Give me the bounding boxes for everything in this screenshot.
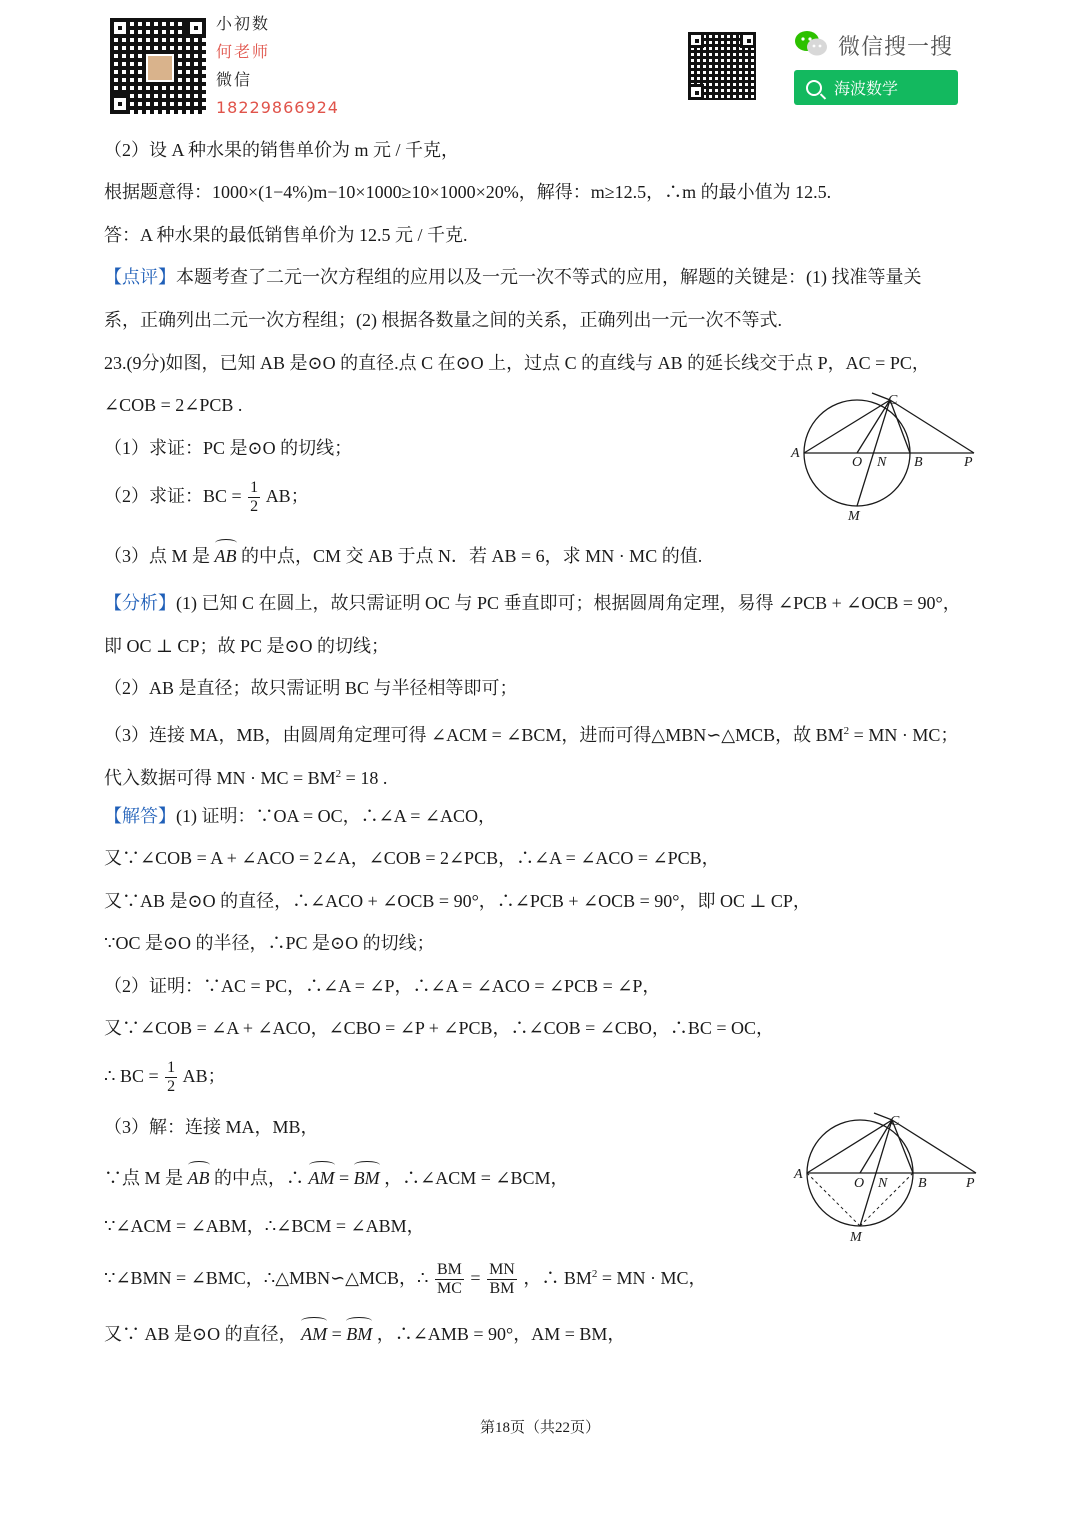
segment-ac [807,1120,892,1173]
text-span: ∴ BC = [104,1066,159,1086]
fraction-half [165,1059,177,1096]
label-a: A [791,446,800,461]
handwritten-phone: 18229866924 [216,98,339,117]
label-o: O [854,1176,865,1191]
segment-cp [892,1120,976,1173]
text-line [104,762,387,790]
fraction-bm-mc [435,1261,464,1298]
text-span: （3）点 M 是 [104,546,211,566]
text-span: = MN · MC； [853,725,959,745]
fraction-denominator: 2 [167,1078,176,1096]
text-line [104,474,309,518]
segment-oc [857,400,890,453]
text-span: 又∵ AB 是⊙O 的直径， [104,1324,297,1344]
superscript: 2 [591,1268,598,1280]
handwritten-course: 小初数 [216,14,271,33]
comment-tag: 【点评】 [104,267,176,287]
text-line [104,1166,569,1190]
solution-line [104,804,496,828]
text-span: ，∴ BM [523,1268,592,1288]
analysis-line [104,591,961,615]
wechat-logo-icon [794,30,828,58]
arc-label: BM [346,1324,373,1344]
arc-label: AB [214,546,237,566]
text-span: （3）连接 MA，MB，由圆周角定理可得 ∠ACM = ∠BCM，进而可得△MBN∽△MCB，故 BM [104,725,844,745]
arc-label: AM [301,1324,328,1344]
text-line [104,1322,625,1346]
superscript: 2 [335,768,342,780]
handwritten-teacher: 何老师 [216,42,271,61]
text-line: （2）AB 是直径；故只需证明 BC 与半径相等即可； [104,678,518,698]
text-span: 代入数据可得 MN · MC = BM [104,768,336,788]
label-o: O [852,455,863,470]
text-line: 又∵∠COB = A + ∠ACO = 2∠A，∠COB = 2∠PCB，∴∠A = ∠ACO = ∠PCB， [104,848,720,868]
text-line: 答：A 种水果的最低销售单价为 12.5 元 / 千克. [104,225,468,245]
segment-ac [804,400,890,453]
fraction-mn-bm [487,1261,517,1298]
text-line [104,1252,707,1300]
fraction-numerator: BM [437,1261,462,1279]
fraction-denominator: BM [489,1280,515,1298]
text-line: ∵∠ACM = ∠ABM，∴∠BCM = ∠ABM， [104,1216,425,1236]
superscript: 2 [843,725,850,737]
label-n: N [878,1176,888,1191]
text-span: = [331,1324,342,1344]
avatar-photo [146,54,174,82]
text-line: 又∵∠COB = ∠A + ∠ACO，∠CBO = ∠P + ∠PCB，∴∠COB = ∠CBO，∴BC = OC， [104,1018,774,1038]
text-line: 系，正确列出二元一次方程组；(2) 根据各数量之间的关系，正确列出一元一次不等式. [104,310,782,330]
label-n: N [877,455,887,470]
fraction-numerator: MN [489,1261,515,1279]
analysis-tag: 【分析】 [104,593,176,613]
wechat-search-bar[interactable] [794,70,958,105]
fraction-denominator: MC [437,1280,462,1298]
label-b: B [918,1176,927,1191]
label-c: C [890,1114,900,1129]
fraction-numerator: 1 [250,479,259,497]
comment-line [104,265,921,289]
comment-text: 本题考查了二元一次方程组的应用以及一元一次不等式的应用，解题的关键是：(1) 找准等量关 [176,267,922,287]
geometry-figure-problem [786,388,986,526]
arc-label: AM [308,1168,335,1188]
fraction-denominator: 2 [250,498,259,516]
wechat-search-title: 微信搜一搜 [838,35,954,60]
problem-statement: 23.(9分)如图，已知 AB 是⊙O 的直径.点 C 在⊙O 上，过点 C 的直线与 AB 的延长线交于点 P，AC = PC， [104,353,930,373]
label-p: P [964,455,973,470]
segment-oc [860,1120,892,1173]
arc-label: AB [187,1168,210,1188]
text-span: 的中点，∴ [214,1168,305,1188]
text-span: = [470,1268,481,1288]
text-line: （2）证明：∵AC = PC，∴∠A = ∠P，∴∠A = ∠ACO = ∠PCB = ∠P， [104,976,661,996]
label-c: C [888,393,898,408]
segment-ma [807,1173,860,1226]
text-line: （2）设 A 种水果的销售单价为 m 元 / 千克， [104,140,460,160]
text-line: ∠COB = 2∠PCB . [104,395,243,415]
text-span: （2）求证：BC = [104,486,242,506]
text-span: ，∴∠AMB = 90°，AM = BM， [376,1324,626,1344]
text-span: AB； [265,486,309,506]
text-line: （3）解：连接 MA，MB， [104,1117,319,1137]
text-line [104,719,958,747]
wechat-qr-code [688,32,756,100]
geometry-figure-solution [786,1110,986,1248]
text-line: 根据题意得：1000×(1−4%)m−10×1000≥10×1000×20%，解得：m≥12.5，∴m 的最小值为 12.5. [104,182,832,202]
solution-text: (1) 证明：∵OA = OC，∴∠A = ∠ACO， [176,806,496,826]
text-span: ∵∠BMN = ∠BMC，∴△MBN∽△MCB，∴ [104,1268,429,1288]
text-line [104,1054,226,1098]
text-line: 又∵AB 是⊙O 的直径，∴∠ACO + ∠OCB = 90°，∴∠PCB + ∠OCB = 90°，即 OC ⊥ CP， [104,891,811,911]
label-a: A [794,1167,803,1182]
text-line: ∵OC 是⊙O 的半径，∴PC 是⊙O 的切线； [104,933,435,953]
text-span: 的中点，CM 交 AB 于点 N．若 AB = 6，求 MN · MC 的值. [241,546,703,566]
arc-label: BM [353,1168,380,1188]
text-line: 即 OC ⊥ CP；故 PC 是⊙O 的切线； [104,636,390,656]
text-span: ∵点 M 是 [104,1168,184,1188]
fraction-numerator: 1 [167,1059,176,1077]
label-m: M [848,509,860,524]
text-line: （1）求证：PC 是⊙O 的切线； [104,438,353,458]
text-span: = [339,1168,350,1188]
search-icon [806,80,822,96]
text-span: = MN · MC， [601,1268,707,1288]
contact-qr-code [110,18,206,114]
text-line [104,544,702,568]
text-span: = 18 . [345,768,388,788]
fraction-half [248,479,260,516]
page-number: 第18页（共22页） [479,1420,600,1436]
handwritten-note [216,10,339,122]
text-span: AB； [182,1066,226,1086]
solution-tag: 【解答】 [104,806,176,826]
label-p: P [966,1176,975,1191]
handwritten-wechat: 微信 [216,70,253,89]
search-label: 海波数学 [834,79,899,98]
text-span: ，∴∠ACM = ∠BCM， [384,1168,569,1188]
label-m: M [850,1230,862,1245]
label-b: B [914,455,923,470]
analysis-text: (1) 已知 C 在圆上，故只需证明 OC 与 PC 垂直即可；根据圆周角定理，易得 ∠PCB + ∠OCB = 90°， [176,593,961,613]
